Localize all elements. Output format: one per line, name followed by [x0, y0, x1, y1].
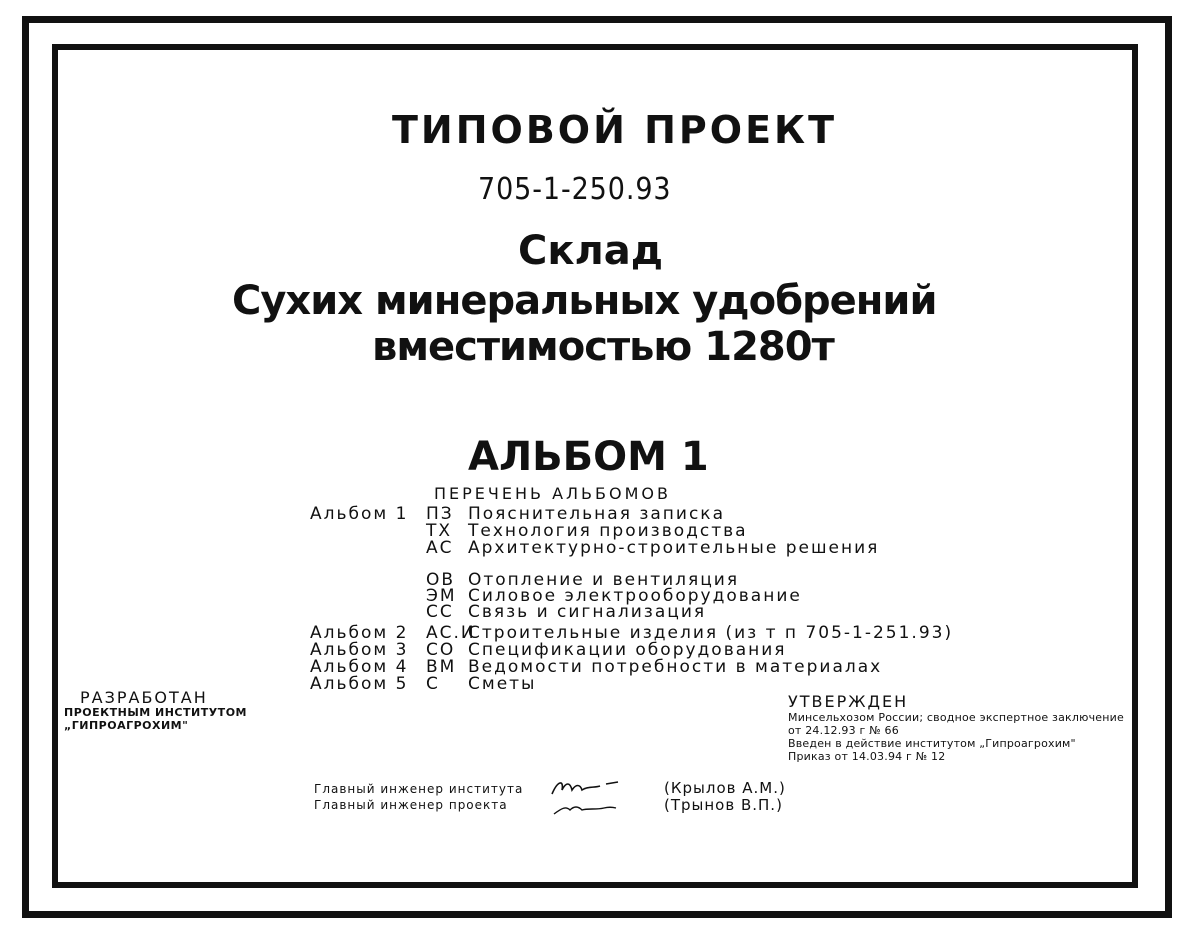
section-title: Связь и сигнализация [468, 602, 707, 622]
section-code: ЭМ [426, 586, 457, 606]
section-title: Архитектурно-строительные решения [468, 538, 880, 558]
album-label: Альбом 2 [310, 623, 409, 643]
section-code: ВМ [426, 657, 457, 677]
album-label: Альбом 4 [310, 657, 409, 677]
signature-role: Главный инженер проекта [314, 798, 508, 812]
signature-name: (Крылов А.М.) [664, 779, 786, 797]
signature-role: Главный инженер института [314, 782, 524, 796]
section-title: Строительные изделия (из т п 705-1-251.93) [468, 623, 954, 643]
approved-heading: УТВЕРЖДЕН [788, 692, 909, 711]
album-label: Альбом 1 [310, 504, 409, 524]
page-title: ТИПОВОЙ ПРОЕКТ [392, 108, 838, 152]
approved-line: Минсельхозом России; сводное экспертное заключение [788, 711, 1124, 724]
approved-line: от 24.12.93 г № 66 [788, 724, 899, 737]
developed-heading: РАЗРАБОТАН [80, 688, 208, 707]
object-title-line-2: Сухих минеральных удобрений [232, 278, 937, 324]
project-number: 705-1-250.93 [478, 172, 672, 207]
album-list-heading: ПЕРЕЧЕНЬ АЛЬБОМОВ [434, 484, 671, 503]
signature-name: (Трынов В.П.) [664, 796, 783, 814]
developed-line: „ГИПРОАГРОХИМ" [64, 719, 189, 732]
section-title: Спецификации оборудования [468, 640, 787, 660]
section-title: Ведомости потребности в материалах [468, 657, 883, 677]
section-title: Силовое электрооборудование [468, 586, 802, 606]
section-code: ТХ [426, 521, 453, 541]
section-title: Пояснительная записка [468, 504, 725, 524]
signature-mark [548, 776, 624, 800]
section-code: ПЗ [426, 504, 454, 524]
object-title-line-3: вместимостью 1280т [372, 324, 834, 370]
signature-mark [548, 798, 624, 822]
approved-line: Приказ от 14.03.94 г № 12 [788, 750, 946, 763]
section-code: СС [426, 602, 454, 622]
section-title: Технология производства [468, 521, 748, 541]
section-code: АС.И [426, 623, 476, 643]
section-code: ОВ [426, 570, 456, 590]
album-label: Альбом 3 [310, 640, 409, 660]
approved-line: Введен в действие институтом „Гипроагрохим" [788, 737, 1076, 750]
section-code: АС [426, 538, 454, 558]
developed-line: ПРОЕКТНЫМ ИНСТИТУТОМ [64, 706, 247, 719]
album-label: Альбом 5 [310, 674, 409, 694]
section-code: С [426, 674, 440, 694]
section-title: Сметы [468, 674, 537, 694]
section-title: Отопление и вентиляция [468, 570, 740, 590]
object-title-line-1: Склад [518, 228, 664, 274]
album-title: АЛЬБОМ 1 [468, 434, 709, 480]
section-code: СО [426, 640, 456, 660]
